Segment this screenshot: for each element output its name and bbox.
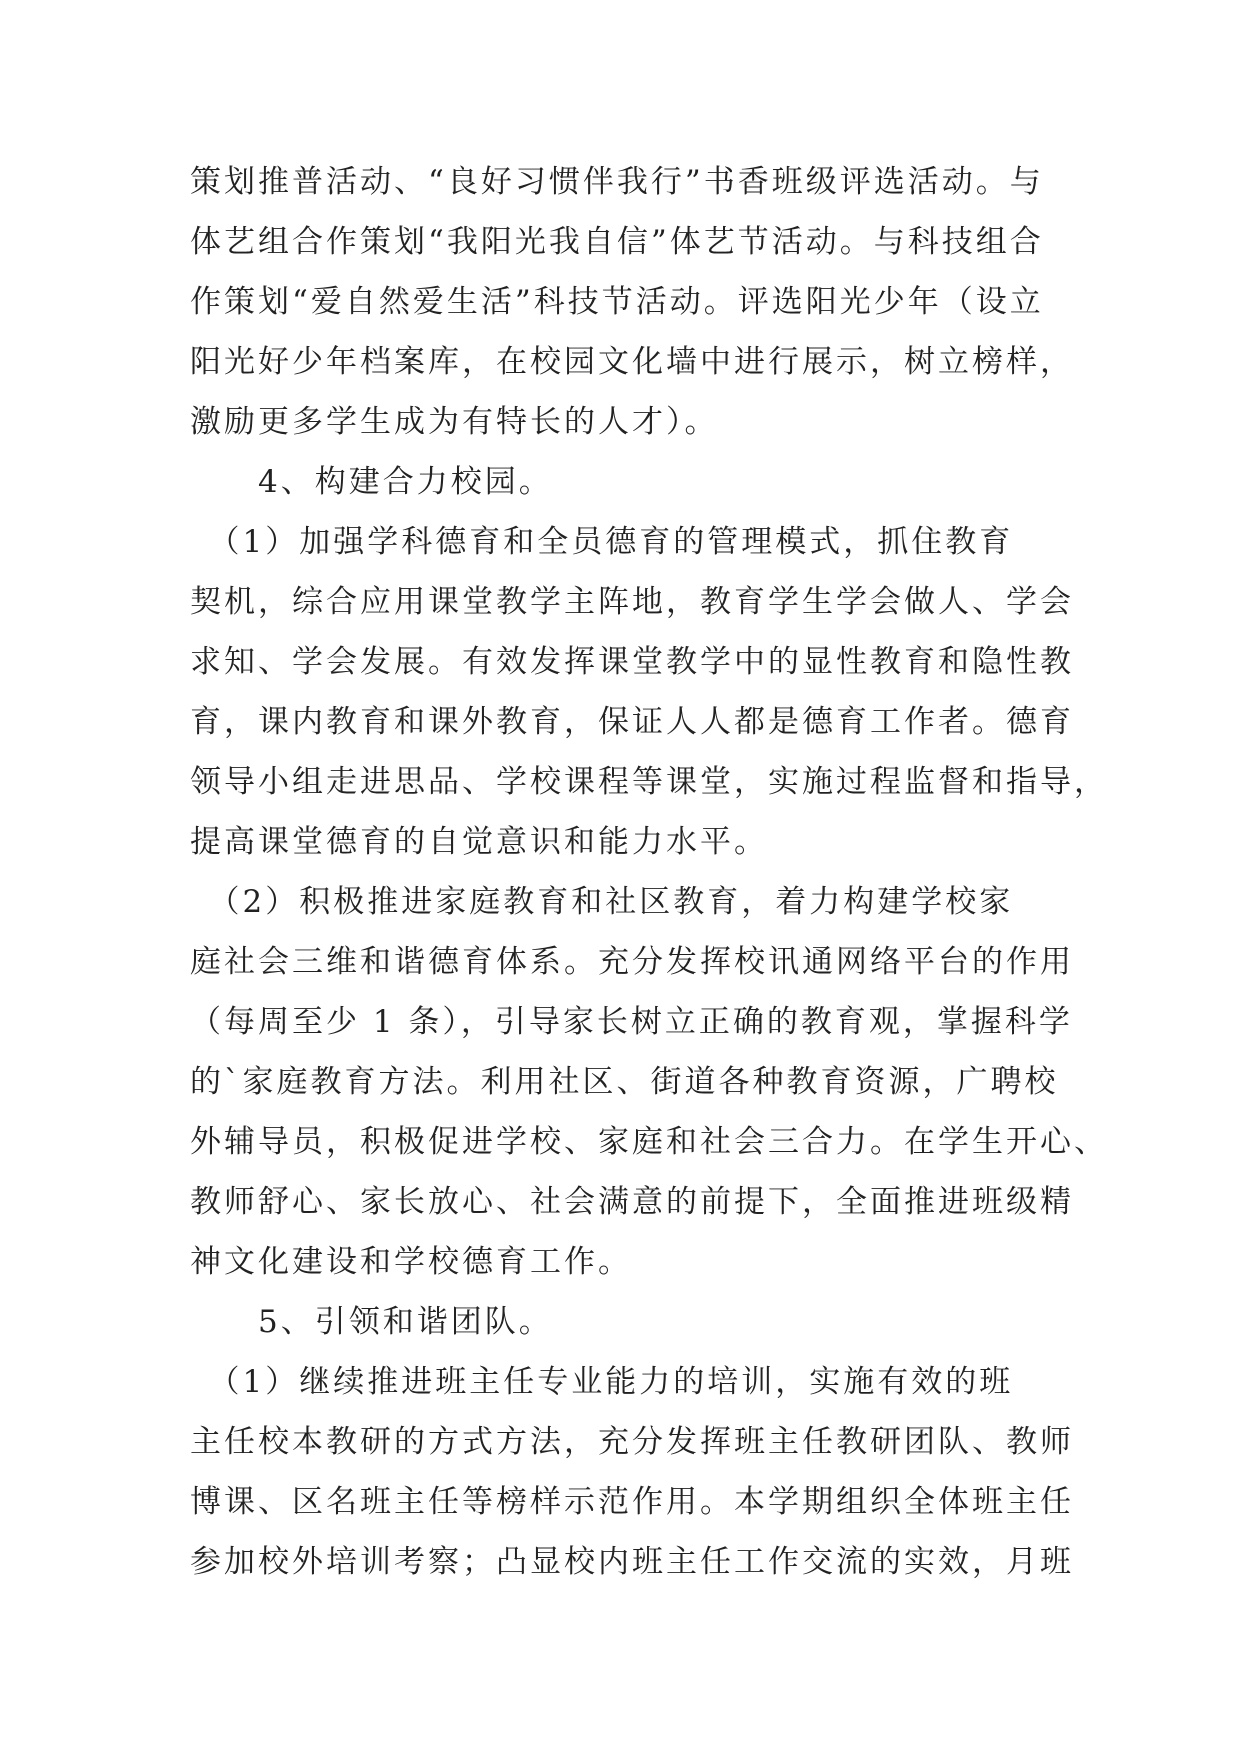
text-line: （1）加强学科德育和全员德育的管理模式，抓住教育 [190, 524, 1014, 560]
text-line: 提高课堂德育的自觉意识和能力水平。 [190, 824, 768, 860]
text-line: 的`家庭教育方法。利用社区、街道各种教育资源，广聘校 [190, 1064, 1059, 1100]
text-line: 求知、学会发展。有效发挥课堂教学中的显性教育和隐性教 [190, 644, 1074, 680]
text-line: 教师舒心、家长放心、社会满意的前提下，全面推进班级精 [190, 1184, 1074, 1220]
text-line: 契机，综合应用课堂教学主阵地，教育学生学会做人、学会 [190, 584, 1074, 620]
text-line: （2）积极推进家庭教育和社区教育，着力构建学校家 [190, 884, 1014, 920]
text-line: 博课、区名班主任等榜样示范作用。本学期组织全体班主任 [190, 1484, 1074, 1520]
text-line: 领导小组走进思品、学校课程等课堂，实施过程监督和指导， [190, 764, 1108, 800]
document-body [190, 152, 1108, 1592]
text-line: 策划推普活动、“良好习惯伴我行”书香班级评选活动。与 [190, 164, 1044, 200]
text-line: 外辅导员，积极促进学校、家庭和社会三合力。在学生开心、 [190, 1124, 1108, 1160]
text-line: 育，课内教育和课外教育，保证人人都是德育工作者。德育 [190, 704, 1074, 740]
text-line: 神文化建设和学校德育工作。 [190, 1244, 632, 1280]
text-line: 激励更多学生成为有特长的人才）。 [190, 404, 719, 440]
text-line: （1）继续推进班主任专业能力的培训，实施有效的班 [190, 1364, 1014, 1400]
section-heading: 4、构建合力校园。 [190, 464, 553, 500]
section-heading: 5、引领和谐团队。 [190, 1304, 553, 1340]
text-line: 阳光好少年档案库，在校园文化墙中进行展示，树立榜样， [190, 344, 1074, 380]
text-line: 庭社会三维和谐德育体系。充分发挥校讯通网络平台的作用 [190, 944, 1074, 980]
text-line: （每周至少 1 条），引导家长树立正确的教育观，掌握科学 [190, 1004, 1073, 1040]
text-line: 作策划“爱自然爱生活”科技节活动。评选阳光少年（设立 [190, 284, 1044, 320]
text-line: 体艺组合作策划“我阳光我自信”体艺节活动。与科技组合 [190, 224, 1044, 260]
text-line: 主任校本教研的方式方法，充分发挥班主任教研团队、教师 [190, 1424, 1074, 1460]
text-line: 参加校外培训考察；凸显校内班主任工作交流的实效，月班 [190, 1544, 1074, 1580]
